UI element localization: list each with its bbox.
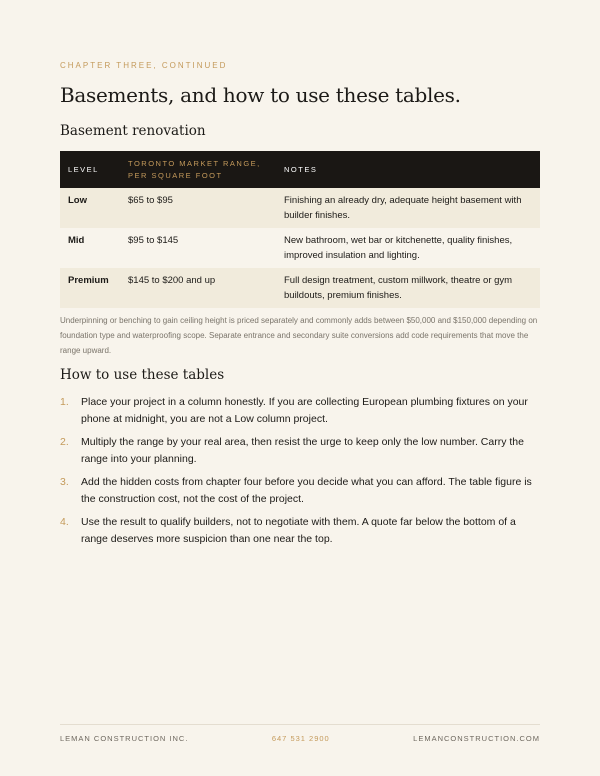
column-header-notes: NOTES	[284, 164, 318, 174]
cell-notes: Finishing an already dry, adequate height basement with builder finishes.	[284, 195, 522, 221]
table-row	[60, 228, 540, 268]
howto-heading: How to use these tables	[60, 367, 225, 383]
cell-notes: Full design treatment, custom millwork, theatre or gym buildouts, premium finishes.	[284, 275, 513, 301]
step-number: 2.	[60, 436, 69, 448]
howto-list	[60, 394, 540, 554]
list-item	[60, 434, 540, 468]
column-header-range	[124, 151, 284, 188]
column-header-range-line2: PER SQUARE FOOT	[128, 170, 223, 180]
list-item	[60, 474, 540, 508]
page-footer	[60, 734, 540, 743]
cell-range: $95 to $145	[128, 235, 179, 246]
step-number: 3.	[60, 476, 69, 488]
column-header-level: LEVEL	[68, 164, 99, 174]
list-item	[60, 514, 540, 548]
cell-range: $65 to $95	[128, 195, 173, 206]
table-row	[60, 268, 540, 308]
section-heading: Basement renovation	[60, 123, 206, 139]
chapter-eyebrow: CHAPTER THREE, CONTINUED	[60, 61, 228, 70]
footer-company: LEMAN CONSTRUCTION INC.	[60, 734, 189, 743]
page-title: Basements, and how to use these tables.	[60, 83, 461, 107]
step-number: 1.	[60, 396, 69, 408]
footer-divider	[60, 724, 540, 725]
footer-website: LEMANCONSTRUCTION.COM	[413, 734, 540, 743]
cell-level: Premium	[68, 275, 109, 286]
step-number: 4.	[60, 516, 69, 528]
cell-notes: New bathroom, wet bar or kitchenette, quality finishes, improved insulation and lighting.	[284, 235, 513, 261]
step-text: Use the result to qualify builders, not to negotiate with them. A quote far below the bottom of a range deserves more suspicion than one near the top.	[81, 516, 516, 545]
step-text: Add the hidden costs from chapter four before you decide what you can afford. The table figure is the construction cost, not the cost of the project.	[81, 476, 532, 505]
table-header-row	[60, 151, 540, 188]
footer-phone: 647 531 2900	[271, 734, 330, 743]
list-item	[60, 394, 540, 428]
table-row	[60, 188, 540, 228]
cell-level: Low	[68, 195, 87, 206]
column-header-range-line1: TORONTO MARKET RANGE,	[128, 158, 261, 168]
table-footnote: Underpinning or benching to gain ceiling height is priced separately and commonly adds between $50,000 and $150,000 depending on foundation type and waterproofing scope. Separate entrance and secondary suite conversions add code requirements that move the range upward.	[60, 316, 538, 355]
step-text: Multiply the range by your real area, then resist the urge to keep only the low number. Carry the range into your planning.	[81, 436, 524, 465]
pricing-table	[60, 151, 540, 308]
cell-level: Mid	[68, 235, 85, 246]
step-text: Place your project in a column honestly. If you are collecting European plumbing fixtures on your phone at midnight, you are not a Low column project.	[81, 396, 528, 425]
cell-range: $145 to $200 and up	[128, 275, 216, 286]
